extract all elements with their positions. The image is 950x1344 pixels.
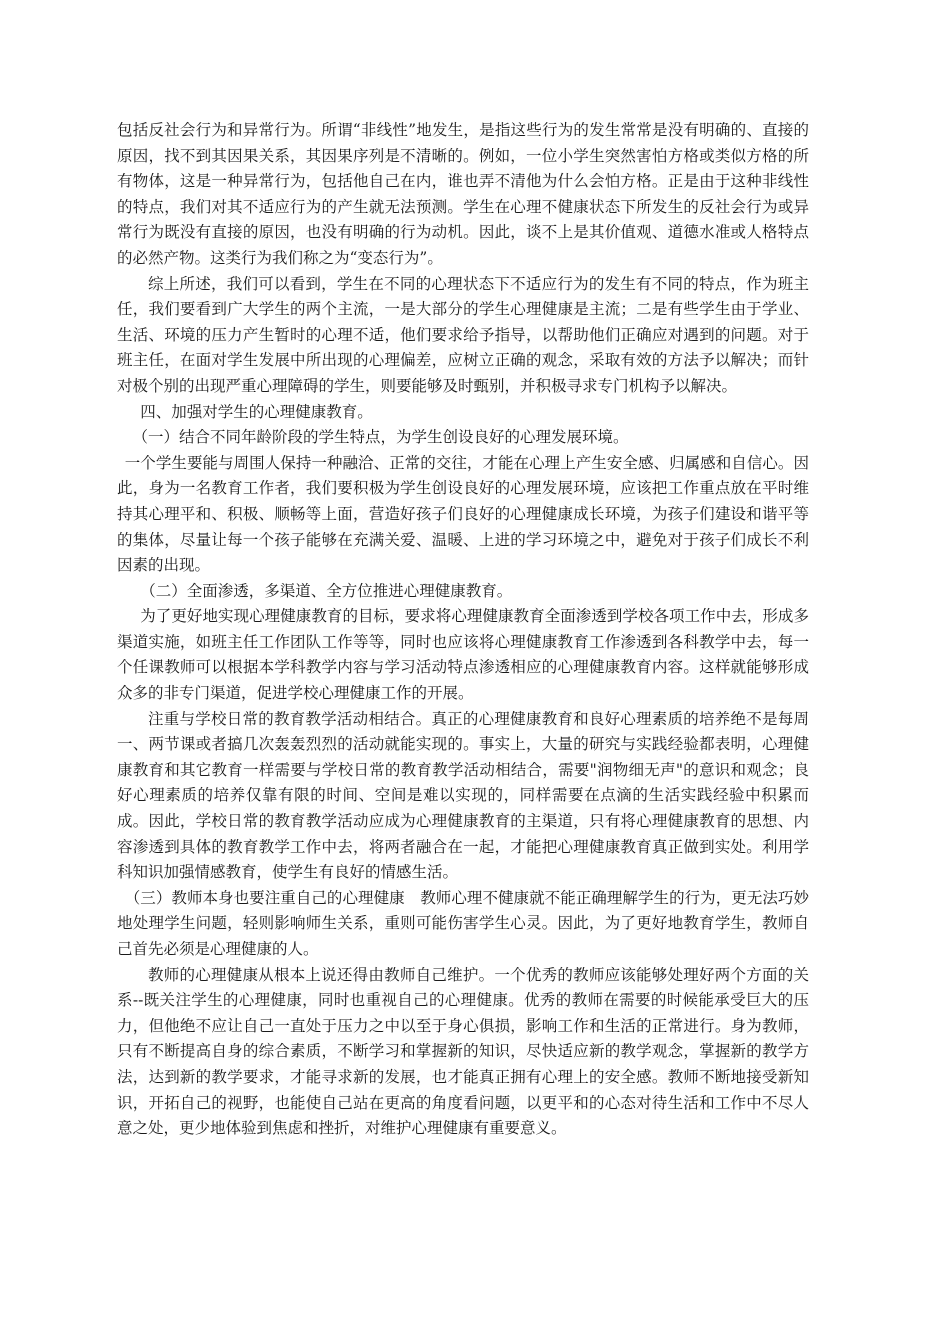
paragraph-channels: 为了更好地实现心理健康教育的目标，要求将心理健康教育全面渗透到学校各项工作中去，形成多渠道实施，如班主任工作团队工作等等，同时也应该将心理健康教育工作渗透到各科教学中去，每一个任课教师可以根据本学科教学内容与学习活动特点渗透相应的心理健康教育内容。这样就能够形成众多的非专门渠道，促进学校心理健康工作的开展。 [117, 607, 809, 703]
subheading-two: （二）全面渗透，多渠道、全方位推进心理健康教育。 [140, 581, 513, 600]
paragraph-environment: 一个学生要能与周围人保持一种融洽、正常的交往，才能在心理上产生安全感、归属感和自信心。因此，身为一名教育工作者，我们要积极为学生创设良好的心理发展环境，应该把工作重点放在平时维持其心理平和、积极、顺畅等上面，营造好孩子们良好的心理健康成长环境，为孩子们建设和谐平等的集体，尽量让每一个孩子能够在充满关爱、温暖、上进的学习环境之中，避免对于孩子们成长不利因素的出现。 [117, 453, 809, 575]
paragraph-summary: 综上所述，我们可以看到，学生在不同的心理状态下不适应行为的发生有不同的特点，作为班主任，我们要看到广大学生的两个主流，一是大部分的学生心理健康是主流；二是有些学生由于学业、生活、环境的压力产生暂时的心理不适，他们要求给予指导，以帮助他们正确应对遇到的问题。对于班主任，在面对学生发展中所出现的心理偏差，应树立正确的观念，采取有效的方法予以解决；而针对极个别的出现严重心理障碍的学生，则要能够及时甄别，并积极寻求专门机构予以解决。 [117, 274, 809, 395]
paragraph-abnormal-behavior: 包括反社会行为和异常行为。所谓“非线性”地发生，是指这些行为的发生常常是没有明确的、直接的原因，找不到其因果关系，其因果序列是不清晰的。例如，一位小学生突然害怕方格或类似方格的所有物体，这是一种异常行为，包括他自己在内，谁也弄不清他为什么会怕方格。正是由于这种非线性的特点，我们对其不适应行为的产生就无法预测。学生在心理不健康状态下所发生的反社会行为或异常行为既没有直接的原因，也没有明确的行为动机。因此，谈不上是其价值观、道德水准或人格特点的必然产物。这类行为我们称之为“变态行为”。 [117, 121, 809, 267]
section-heading-four: 四、加强对学生的心理健康教育。 [140, 402, 373, 421]
paragraph-teacher-health: 教师的心理健康从根本上说还得由教师自己维护。一个优秀的教师应该能够处理好两个方面的关系--既关注学生的心理健康，同时也重视自己的心理健康。优秀的教师在需要的时候能承受巨大的压力，但他绝不应让自己一直处于压力之中以至于身心俱损，影响工作和生活的正常进行。身为教师，只有不断提高自身的综合素质，不断学习和掌握新的知识，尽快适应新的教学观念，掌握新的教学方法，达到新的教学要求，才能寻求新的发展，也才能真正拥有心理上的安全感。教师不断地接受新知识，开拓自己的视野，也能使自己站在更高的角度看问题，以更平和的心态对待生活和工作中不尽人意之处，更少地体验到焦虑和挫折，对维护心理健康有重要意义。 [117, 965, 809, 1138]
subheading-three: （三）教师本身也要注重自己的心理健康 教师心理不健康就不能正确理解学生的行为，更无法巧妙地处理学生问题，轻则影响师生关系，重则可能伤害学生心灵。因此，为了更好地教育学生，教师自己首先必须是心理健康的人。 [117, 888, 809, 958]
paragraph-daily-activities: 注重与学校日常的教育教学活动相结合。真正的心理健康教育和良好心理素质的培养绝不是每周一、两节课或者搞几次轰轰烈烈的活动就能实现的。事实上，大量的研究与实践经验都表明，心理健康教育和其它教育一样需要与学校日常的教育教学活动相结合，需要"润物细无声"的意识和观念；良好心理素质的培养仅靠有限的时间、空间是难以实现的，同样需要在点滴的生活实践经验中积累而成。因此，学校日常的教育教学活动应成为心理健康教育的主渠道，只有将心理健康教育的思想、内容渗透到具体的教育教学工作中去，将两者融合在一起，才能把心理健康教育真正做到实处。利用学科知识加强情感教育，使学生有良好的情感生活。 [117, 709, 809, 882]
subheading-one: （一）结合不同年龄阶段的学生特点，为学生创设良好的心理发展环境。 [132, 428, 629, 447]
document-body [117, 118, 809, 1142]
